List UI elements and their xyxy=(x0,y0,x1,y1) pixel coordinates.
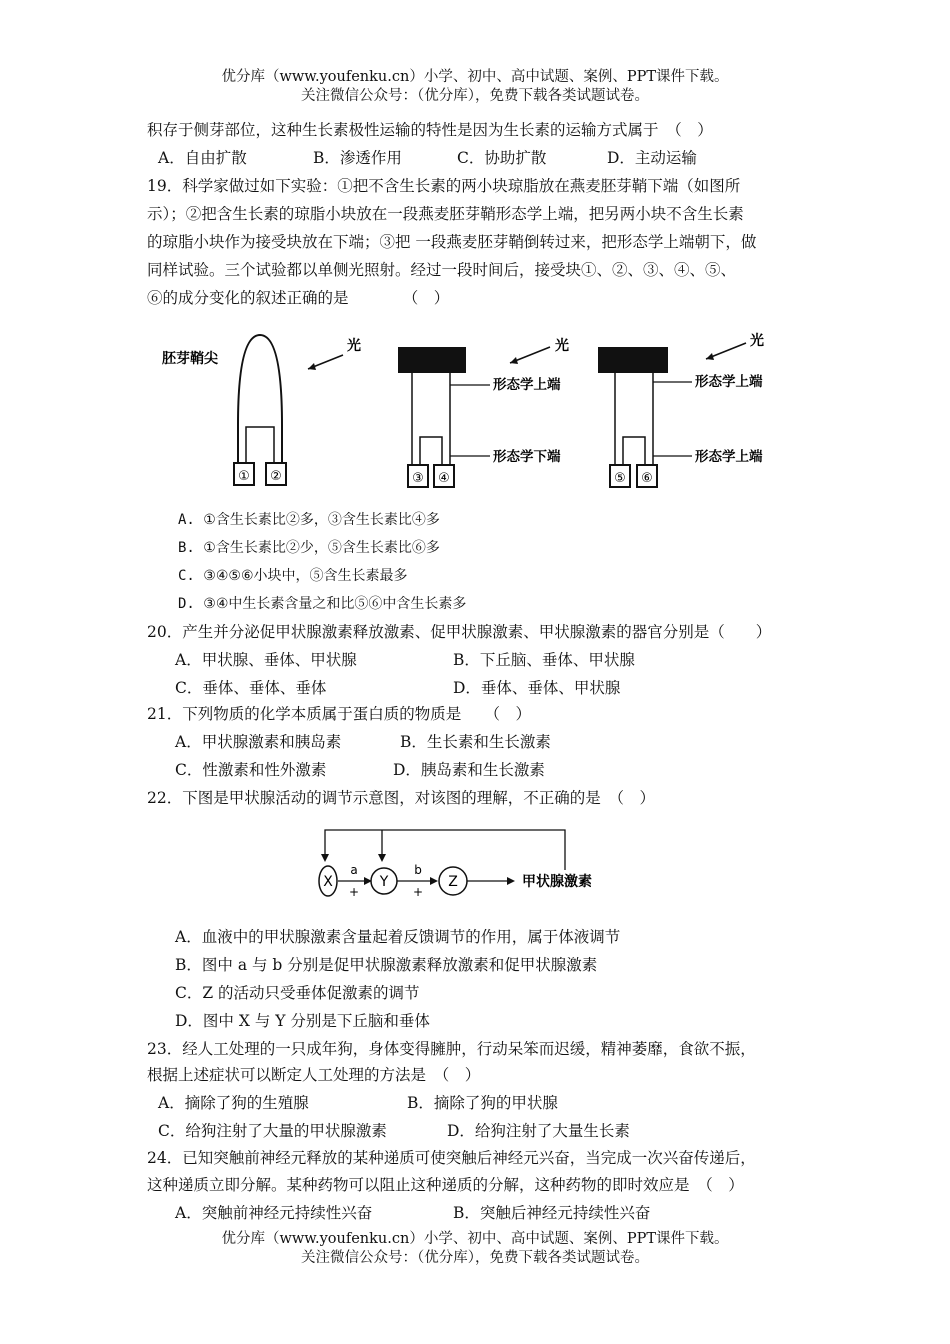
edge-b-label: b xyxy=(414,863,422,877)
q24-options-row-1 xyxy=(0,1202,950,1224)
q19-figure xyxy=(150,325,790,500)
q21-options-row-2 xyxy=(0,759,950,781)
q18-option-d: D．主动运输 xyxy=(607,149,697,167)
q19-stem-line-2: 示）；②把含生长素的琼脂小块放在一段燕麦胚芽鞘形态学上端，把另两小块不含生长素 xyxy=(147,205,744,223)
q22-option-d: D．图中 X 与 Y 分别是下丘脑和垂体 xyxy=(175,1012,430,1030)
q22-diagram xyxy=(310,826,610,906)
feedback-line xyxy=(325,830,565,870)
coleoptile-cut-lower xyxy=(246,427,274,465)
agar-block-top-2 xyxy=(398,347,466,373)
q19-option-a: A. ①含生长素比②多，③含生长素比④多 xyxy=(178,512,440,528)
q24-stem-line-1: 24．已知突触前神经元释放的某种递质可使突触后神经元兴奋，当完成一次兴奋传递后， xyxy=(147,1149,756,1167)
q22-option-c: C．Z 的活动只受垂体促激素的调节 xyxy=(175,984,420,1002)
light-label-2: 光 xyxy=(555,338,569,354)
edge-a-label: a xyxy=(350,863,358,877)
q22-stem: 22．下图是甲状腺活动的调节示意图，对该图的理解，不正确的是 （ ） xyxy=(147,789,655,807)
q21-option-a: A．甲状腺激素和胰岛素 xyxy=(175,733,342,751)
q19-stem-line-4: 同样试验。三个试验都以单侧光照射。经过一段时间后，接受块①、②、③、④、⑤、 xyxy=(147,261,737,279)
header-line-1: 优分库（www.youfenku.cn）小学、初中、高中试题、案例、PPT课件下载。 xyxy=(221,69,729,85)
agar-block-top-3 xyxy=(598,347,668,373)
block-2-label: ② xyxy=(270,469,282,484)
q19-stem-line-5: ⑥的成分变化的叙述正确的是 （ ） xyxy=(147,289,450,307)
q23-stem-line-2: 根据上述症状可以断定人工处理的方法是 （ ） xyxy=(147,1066,481,1084)
block-5-label: ⑤ xyxy=(614,471,626,486)
q20-options-row-2 xyxy=(0,677,950,699)
light-arrow-1 xyxy=(308,355,343,370)
light-label-1: 光 xyxy=(347,338,361,354)
node-y-label: Y xyxy=(379,874,389,890)
q19-option-c: C. ③④⑤⑥小块中，⑤含生长素最多 xyxy=(178,568,408,584)
q21-option-c: C．性激素和性外激素 xyxy=(175,761,327,779)
q24-option-b: B．突触后神经元持续性兴奋 xyxy=(453,1204,651,1222)
q20-stem: 20．产生并分泌促甲状腺激素释放激素、促甲状腺激素、甲状腺激素的器官分别是（ ） xyxy=(147,623,772,641)
q23-option-b: B．摘除了狗的甲状腺 xyxy=(407,1094,558,1112)
edge-b-plus: + xyxy=(412,885,424,899)
q20-options-row-1 xyxy=(0,649,950,671)
q18-option-a: A．自由扩散 xyxy=(158,149,247,167)
q24-stem-line-2: 这种递质立即分解。某种药物可以阻止这种递质的分解，这种药物的即时效应是 （ ） xyxy=(147,1176,744,1194)
panel2-lower-label: 形态学下端 xyxy=(493,449,561,465)
block-1-label: ① xyxy=(238,469,250,484)
light-arrow-2 xyxy=(510,347,550,364)
q20-option-b: B．下丘脑、垂体、甲状腺 xyxy=(453,651,635,669)
q21-options-row-1 xyxy=(0,731,950,753)
edge-a-plus: + xyxy=(348,885,360,899)
q24-option-a: A．突触前神经元持续性兴奋 xyxy=(175,1204,373,1222)
light-label-3: 光 xyxy=(750,333,764,349)
panel3-upper-label: 形态学上端 xyxy=(695,374,763,390)
q23-stem-line-1: 23．经人工处理的一只成年狗，身体变得臃肿，行动呆笨而迟缓，精神萎靡，食欲不振， xyxy=(147,1040,756,1058)
coleoptile-outline xyxy=(238,335,282,465)
footer-line-2: 关注微信公众号：（优分库），免费下载各类试题试卷。 xyxy=(301,1250,649,1266)
block-6-label: ⑥ xyxy=(641,471,653,486)
node-x-label: X xyxy=(323,874,333,890)
q23-option-c: C．给狗注射了大量的甲状腺激素 xyxy=(158,1122,387,1140)
q22-option-b: B．图中 a 与 b 分别是促甲状腺激素释放激素和促甲状腺激素 xyxy=(175,956,598,974)
q23-options-row-2 xyxy=(0,1120,950,1142)
q19-stem-line-3: 的琼脂小块作为接受块放在下端；③把 一段燕麦胚芽鞘倒转过来，把形态学上端朝下，做 xyxy=(147,233,757,251)
tip-label: 胚芽鞘尖 xyxy=(162,351,218,367)
q19-stem-line-1: 19．科学家做过如下实验：①把不含生长素的两小块琼脂放在燕麦胚芽鞘下端（如图所 xyxy=(147,177,741,195)
q18-stem-continuation: 积存于侧芽部位，这种生长素极性运输的特性是因为生长素的运输方式属于 （ ） xyxy=(147,121,713,139)
panel2-upper-label: 形态学上端 xyxy=(493,377,561,393)
block-4-label: ④ xyxy=(438,471,450,486)
q21-option-b: B．生长素和生长激素 xyxy=(400,733,551,751)
q22-option-a: A．血液中的甲状腺激素含量起着反馈调节的作用，属于体液调节 xyxy=(175,928,621,946)
q19-option-b: B. ①含生长素比②少，⑤含生长素比⑥多 xyxy=(178,540,440,556)
footer-line-1: 优分库（www.youfenku.cn）小学、初中、高中试题、案例、PPT课件下载。 xyxy=(221,1231,729,1247)
q20-option-c: C．垂体、垂体、垂体 xyxy=(175,679,327,697)
q23-option-d: D．给狗注射了大量生长素 xyxy=(447,1122,630,1140)
light-arrow-3 xyxy=(706,343,746,360)
q21-stem: 21．下列物质的化学本质属于蛋白质的物质是 （ ） xyxy=(147,705,531,723)
block-3-label: ③ xyxy=(412,471,424,486)
output-label: 甲状腺激素 xyxy=(522,874,592,890)
q18-option-c: C．协助扩散 xyxy=(457,149,547,167)
q21-option-d: D．胰岛素和生长激素 xyxy=(393,761,545,779)
q18-options xyxy=(0,147,950,169)
node-z-label: Z xyxy=(448,874,458,890)
q23-options-row-1 xyxy=(0,1092,950,1114)
header-line-2: 关注微信公众号：（优分库），免费下载各类试题试卷。 xyxy=(301,88,649,104)
q23-option-a: A．摘除了狗的生殖腺 xyxy=(158,1094,309,1112)
q20-option-a: A．甲状腺、垂体、甲状腺 xyxy=(175,651,357,669)
q18-option-b: B．渗透作用 xyxy=(313,149,402,167)
q19-option-d: D. ③④中生长素含量之和比⑤⑥中含生长素多 xyxy=(178,596,467,612)
q20-option-d: D．垂体、垂体、甲状腺 xyxy=(453,679,621,697)
panel3-lower-label: 形态学上端 xyxy=(695,449,763,465)
